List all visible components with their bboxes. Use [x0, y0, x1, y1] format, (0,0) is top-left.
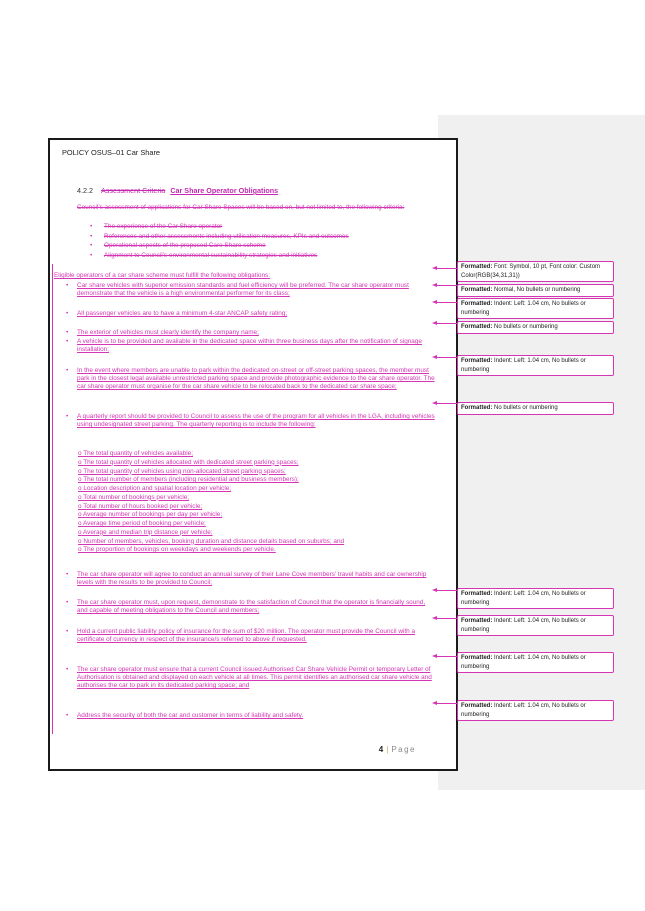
bullet-icon: • [66, 329, 69, 336]
list-item: • Alignment to Council’s environmental sustainability strategies and initiatives [90, 252, 420, 262]
document-page[interactable] [48, 138, 458, 771]
heading-deleted-text: Assessment Criteria [101, 186, 166, 195]
bullet-icon: • [66, 310, 69, 317]
bullet-icon: • [66, 599, 69, 606]
arrow-icon [432, 654, 437, 658]
list-item: • A quarterly report should be provided to Council to assess the use of the program for all vehicles in the LGA, including vehicles using undesignated street parking. The quarterly reporting is to include the following: [66, 413, 435, 429]
comment-balloon[interactable]: Formatted: Indent: Left: 1.04 cm, No bullets or numbering [457, 588, 614, 609]
list-item: • The exterior of vehicles must clearly identify the company name; [66, 329, 259, 336]
arrow-icon [432, 616, 437, 620]
comment-balloon[interactable]: Formatted: Indent: Left: 1.04 cm, No bullets or numbering [457, 700, 614, 721]
list-item: o The total quantity of vehicles allocated with dedicated street parking spaces; [78, 458, 299, 466]
arrow-icon [432, 355, 437, 359]
bullet-icon: • [66, 712, 69, 719]
list-item: o Average number of bookings per day per vehicle; [78, 511, 223, 519]
comment-balloon[interactable]: Formatted: Indent: Left: 1.04 cm, No bullets or numbering [457, 615, 614, 636]
bullet-icon: • [66, 367, 69, 374]
list-item: • Hold a current public liability policy of insurance for the sum of $20 million. The operator must provide the Council with a certificate of currency in respect of the insurance/s referred to above if requested. [66, 628, 416, 644]
list-item: o The total quantity of vehicles available; [78, 450, 193, 457]
comment-balloon[interactable]: Formatted: Indent: Left: 1.04 cm, No bullets or numbering [457, 652, 614, 673]
list-item: o Number of members, vehicles, booking duration and distance details based on suburbs; and [78, 537, 345, 545]
arrow-icon [432, 401, 437, 405]
list-item: o Average and median trip distance per vehicle; [78, 528, 213, 536]
list-item: • Address the security of both the car and customer in terms of liability and safety. [66, 712, 304, 719]
list-item: • The car share operator will agree to conduct an annual survey of their Lane Cove members’ travel habits and car ownership levels with the results to be provided to Council; [66, 571, 427, 587]
list-item: o Total number of hours booked per vehicle; [78, 502, 203, 510]
comment-connector [436, 590, 457, 591]
list-item: • Car share vehicles with superior emission standards and fuel efficiency will be preferred. The car share operator must demonstrate that the vehicle is a high environmental performer for its class; [66, 282, 409, 298]
comment-connector [436, 285, 457, 286]
comment-balloon[interactable]: Formatted: No bullets or numbering [457, 402, 614, 415]
list-item: o Average time period of booking per vehicle; [78, 520, 206, 527]
bullet-icon: • [66, 413, 69, 420]
deleted-criteria-list [90, 223, 420, 261]
comment-connector [436, 703, 457, 704]
list-item: • In the event where members are unable to park within the dedicated on-street or off-street parking spaces, the member must park in the closest legal available unrestricted parking space and provide photographic evidence to the car share operator. The car share operator must organise for the car share vehicle to be relocated back to the dedicated car share space; [66, 367, 435, 391]
comment-balloon[interactable]: Formatted: No bullets or numbering [457, 321, 614, 334]
comment-connector [436, 268, 457, 269]
comment-connector [436, 302, 457, 303]
comment-balloon[interactable]: Formatted: Indent: Left: 1.04 cm, No bullets or numbering [457, 355, 614, 376]
bullet-icon: • [66, 282, 69, 289]
list-item: o The total quantity of vehicles using non-allocated street parking spaces; [78, 467, 286, 475]
arrow-icon [432, 300, 437, 304]
change-bar [52, 264, 53, 734]
comment-connector [436, 323, 457, 324]
bullet-icon: • [66, 338, 69, 345]
list-item: • The experience of the Car Share operator [90, 223, 420, 233]
page-number: 4 | Page [378, 745, 416, 754]
comments-pane [438, 115, 645, 790]
arrow-icon [432, 321, 437, 325]
comment-connector [436, 403, 457, 404]
list-item: • The car share operator must ensure that a current Council issued Authorised Car Share Vehicle Permit or temporary Letter of Authorisation is obtained and displayed on each vehicle at all times. This permit identifies an authorised car share vehicle and authorises the car to park in its dedicated parking space; and [66, 666, 432, 690]
list-item: o Location description and spatial location per vehicle; [78, 485, 232, 492]
eligible-intro: Eligible operators of a car share scheme must fulfill the following obligations: [54, 272, 270, 279]
heading-inserted-text: Car Share Operator Obligations [170, 186, 279, 195]
quarterly-report-list [78, 450, 418, 555]
bullet-icon: • [66, 666, 69, 673]
bullet-icon: • [66, 628, 69, 635]
comment-balloon[interactable]: Formatted: Font: Symbol, 10 pt, Font color: Custom Color(RGB(34,31,31)) [457, 261, 614, 282]
comment-connector [436, 357, 457, 358]
arrow-icon [432, 283, 437, 287]
list-item: • The car share operator must, upon request, demonstrate to the satisfaction of Council that the operator is financially sound, and capable of meeting obligations to the Council and members; [66, 599, 426, 615]
list-item: • A vehicle is to be provided and available in the dedicated space within three business days after the notification of signage installation; [66, 338, 422, 354]
deleted-intro: Council’s assessment of applications for Car Share Spaces will be based on, but not limited to, the following criteria: [77, 204, 405, 211]
comment-balloon[interactable]: Formatted: Normal, No bullets or numbering [457, 284, 614, 297]
comment-balloon[interactable]: Formatted: Indent: Left: 1.04 cm, No bullets or numbering [457, 298, 614, 319]
bullet-icon: • [66, 571, 69, 578]
comment-connector [436, 656, 457, 657]
list-item: • All passenger vehicles are to have a minimum 4-star ANCAP safety rating; [66, 310, 288, 317]
section-heading [77, 186, 278, 195]
list-item: o The proportion of bookings on weekdays and weekends per vehicle. [78, 546, 276, 554]
heading-number: 4.2.2 [77, 186, 93, 195]
arrow-icon [432, 588, 437, 592]
comment-connector [436, 618, 457, 619]
arrow-icon [432, 266, 437, 270]
list-item: • References and other assessments including utilisation measures, KPIs and outcomes [90, 233, 420, 243]
list-item: o Total number of bookings per vehicle; [78, 493, 190, 501]
list-item: o The total number of members (including residential and business members); [78, 476, 299, 484]
page-header: POLICY OSUS–01 Car Share [62, 148, 161, 157]
arrow-icon [432, 701, 437, 705]
list-item: • Operational aspects of the proposed Care Share scheme [90, 242, 420, 252]
